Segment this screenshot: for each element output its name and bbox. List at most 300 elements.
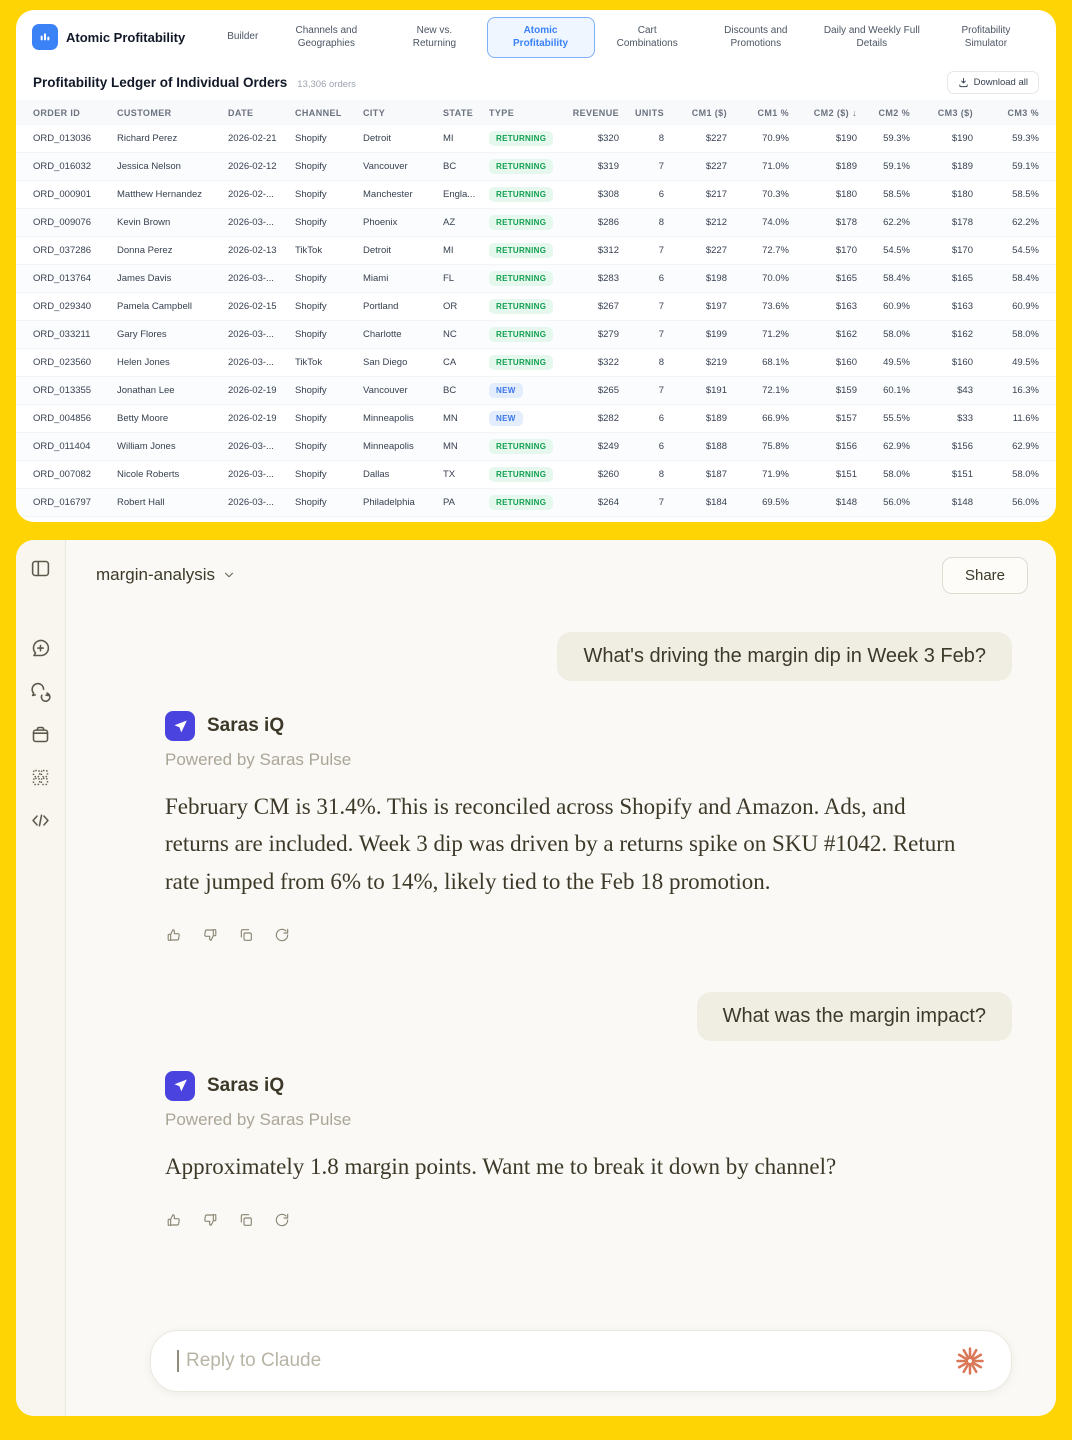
table-cell: Shopify [295, 301, 327, 312]
table-cell: 58.0% [1012, 329, 1039, 340]
nav-item-3[interactable]: Atomic Profitability [487, 17, 595, 58]
type-badge: RETURNING [489, 439, 553, 454]
text-cursor [177, 1350, 179, 1372]
table-cell: Matthew Hernandez [117, 189, 203, 200]
column-header[interactable]: CHANNEL [295, 107, 342, 118]
table-cell: 62.2% [883, 217, 910, 228]
table-cell: 2026-02-12 [228, 161, 277, 172]
assistant-header [165, 711, 1012, 741]
table-cell: 2026-03-... [228, 273, 274, 284]
table-cell: 2026-03-... [228, 217, 274, 228]
table-cell: $319 [597, 161, 619, 172]
table-row[interactable] [16, 209, 1056, 237]
table-row[interactable] [16, 349, 1056, 377]
powered-by-label: Powered by Saras Pulse [165, 750, 352, 769]
table-cell: 62.2% [1012, 217, 1039, 228]
table-cell: Engla... [443, 189, 476, 200]
table-cell: $180 [835, 189, 857, 200]
table-cell: Phoenix [363, 217, 398, 228]
nav-items [219, 17, 1040, 58]
table-cell: $227 [705, 245, 727, 256]
table-cell: $249 [597, 441, 619, 452]
table-cell: Jonathan Lee [117, 385, 175, 396]
table-cell [489, 327, 569, 342]
table-cell [489, 187, 569, 202]
table-cell: 72.1% [762, 385, 789, 396]
table-cell: $180 [951, 189, 973, 200]
table-cell: TX [443, 469, 456, 480]
table-cell: $191 [705, 385, 727, 396]
table-cell: Vancouver [363, 161, 408, 172]
table-cell: ORD_013355 [33, 385, 92, 396]
table-cell: ORD_011404 [33, 441, 91, 452]
table-cell: 58.0% [883, 469, 910, 480]
nav-item-1[interactable]: Channels and Geographies [270, 18, 382, 57]
table-cell: $178 [835, 217, 857, 228]
thumbs-down-icon[interactable] [201, 926, 219, 944]
table-cell: ORD_009076 [33, 217, 92, 228]
table-cell: 8 [658, 469, 664, 480]
table-cell: $165 [835, 273, 857, 284]
table-cell: Minneapolis [363, 441, 414, 452]
table-cell: 16.3% [1012, 385, 1039, 396]
column-header[interactable]: CITY [363, 107, 386, 118]
table-cell: Shopify [295, 497, 327, 508]
table-cell: MI [443, 245, 454, 256]
nav-item-2[interactable]: New vs. Returning [386, 18, 482, 57]
table-cell: 6 [658, 413, 664, 424]
table-cell: Charlotte [363, 329, 402, 340]
table-cell: $148 [951, 497, 973, 508]
column-header[interactable]: CUSTOMER [117, 107, 172, 118]
table-cell: 70.9% [762, 133, 789, 144]
table-cell [489, 243, 569, 258]
table-cell: Portland [363, 301, 399, 312]
table-cell: William Jones [117, 441, 176, 452]
table-cell: $219 [705, 357, 727, 368]
table-cell: 2026-02-21 [228, 133, 277, 144]
table-cell: 59.1% [1012, 161, 1039, 172]
table-cell: $160 [951, 357, 973, 368]
table-cell: 72.7% [762, 245, 789, 256]
table-cell: BC [443, 161, 457, 172]
column-header[interactable]: STATE [443, 107, 474, 118]
table-cell: 56.0% [883, 497, 910, 508]
table-cell: ORD_023560 [33, 357, 92, 368]
table-cell: 59.3% [1012, 133, 1039, 144]
table-cell: $178 [951, 217, 973, 228]
ledger-header [16, 64, 1056, 100]
table-cell: 2026-02-... [228, 189, 274, 200]
table-cell: $227 [705, 161, 727, 172]
table-cell [489, 411, 569, 426]
user-message-bubble: What's driving the margin dip in Week 3 Feb? [557, 632, 1012, 681]
table-cell: CA [443, 357, 457, 368]
table-cell: 11.6% [1012, 413, 1039, 424]
type-badge: RETURNING [489, 187, 553, 202]
column-header[interactable]: DATE [228, 107, 254, 118]
table-cell: 6 [658, 189, 664, 200]
table-cell [489, 383, 569, 398]
message-actions [165, 1211, 1012, 1229]
table-row[interactable] [16, 153, 1056, 181]
table-cell: $217 [705, 189, 727, 200]
table-cell: Shopify [295, 133, 327, 144]
table-cell: AZ [443, 217, 456, 228]
new-chat-icon[interactable] [29, 636, 53, 660]
table-cell: $151 [951, 469, 973, 480]
retry-icon[interactable] [273, 1211, 291, 1229]
table-cell [489, 215, 569, 230]
table-cell: $283 [597, 273, 619, 284]
table-cell: 2026-03-... [228, 469, 274, 480]
message-actions [165, 926, 1012, 944]
table-cell: 71.9% [762, 469, 789, 480]
table-cell: Detroit [363, 245, 391, 256]
table-cell [489, 131, 569, 146]
table-row[interactable] [16, 489, 1056, 517]
table-cell: 2026-03-... [228, 497, 274, 508]
table-cell: OR [443, 301, 458, 312]
brand [32, 24, 185, 50]
table-cell: 75.8% [762, 441, 789, 452]
user-message-bubble: What was the margin impact? [697, 992, 1012, 1041]
table-cell: 62.9% [1012, 441, 1039, 452]
table-cell: $156 [835, 441, 857, 452]
column-header[interactable]: CM1 % [757, 107, 789, 118]
table-cell: ORD_016797 [33, 497, 92, 508]
chats-icon[interactable] [29, 679, 53, 703]
table-cell: 2026-03-... [228, 329, 274, 340]
table-cell: $198 [705, 273, 727, 284]
table-cell: ORD_004856 [33, 413, 92, 424]
table-cell: 74.0% [762, 217, 789, 228]
table-cell: BC [443, 385, 457, 396]
copy-icon[interactable] [237, 926, 255, 944]
table-cell: MI [443, 133, 454, 144]
chat-sidebar-rail [16, 540, 66, 1416]
table-cell: 58.4% [883, 273, 910, 284]
nav-item-6[interactable]: Daily and Weekly Full Details [816, 18, 928, 57]
type-badge: RETURNING [489, 327, 553, 342]
table-cell: Richard Perez [117, 133, 178, 144]
table-cell: Dallas [363, 469, 390, 480]
table-cell: $148 [835, 497, 857, 508]
type-badge: NEW [489, 383, 523, 398]
assistant-message [150, 711, 1012, 944]
download-icon [958, 77, 969, 88]
table-cell: 73.6% [762, 301, 789, 312]
table-row[interactable] [16, 125, 1056, 153]
table-cell: PA [443, 497, 455, 508]
table-cell: TikTok [295, 357, 323, 368]
table-cell: Philadelphia [363, 497, 415, 508]
table-cell: $163 [951, 301, 973, 312]
share-button[interactable]: Share [942, 557, 1028, 594]
table-cell: $308 [597, 189, 619, 200]
thumbs-down-icon[interactable] [201, 1211, 219, 1229]
table-cell [489, 271, 569, 286]
table-body [16, 125, 1056, 517]
table-row[interactable] [16, 181, 1056, 209]
table-cell: 58.4% [1012, 273, 1039, 284]
table-cell: 6 [658, 441, 664, 452]
reply-area [150, 1330, 1012, 1392]
column-header[interactable]: REVENUE [572, 107, 619, 118]
table-cell: Shopify [295, 329, 327, 340]
table-cell: $199 [705, 329, 727, 340]
assistant-name: Saras iQ [207, 715, 285, 736]
table-cell: 2026-03-... [228, 357, 274, 368]
table-cell: 68.1% [762, 357, 789, 368]
column-header[interactable]: CM2 ($) ↓ [813, 107, 857, 118]
table-cell: 2026-02-19 [228, 385, 277, 396]
table-cell: 2026-02-13 [228, 245, 277, 256]
download-all-label: Download all [973, 76, 1028, 88]
table-row[interactable] [16, 237, 1056, 265]
column-header[interactable]: CM3 % [1007, 107, 1039, 118]
assistant-header [165, 1071, 1012, 1101]
retry-icon[interactable] [273, 926, 291, 944]
conversation-title[interactable] [96, 565, 236, 585]
copy-icon[interactable] [237, 1211, 255, 1229]
thumbs-up-icon[interactable] [165, 1211, 183, 1229]
app-title: Atomic Profitability [66, 29, 186, 45]
type-badge: RETURNING [489, 215, 553, 230]
table-cell: 7 [658, 301, 664, 312]
saras-iq-avatar-icon [165, 711, 195, 741]
chat-messages [150, 610, 1012, 1229]
table-cell: $264 [597, 497, 619, 508]
table-cell: $188 [705, 441, 727, 452]
table-cell: Shopify [295, 189, 327, 200]
table-cell: $190 [835, 133, 857, 144]
column-header[interactable]: CM1 ($) [691, 107, 727, 118]
table-cell: Donna Perez [117, 245, 173, 256]
table-cell: Pamela Campbell [117, 301, 192, 312]
sort-desc-icon: ↓ [852, 107, 857, 118]
table-cell: 55.5% [883, 413, 910, 424]
table-cell: 7 [658, 329, 664, 340]
table-cell: 60.1% [883, 385, 910, 396]
table-cell: $265 [597, 385, 619, 396]
table-cell: $187 [705, 469, 727, 480]
table-cell: 59.1% [883, 161, 910, 172]
column-header[interactable]: CM3 ($) [937, 107, 973, 118]
table-cell [489, 439, 569, 454]
table-cell: TikTok [295, 245, 323, 256]
table-cell: Shopify [295, 441, 327, 452]
table-cell: Shopify [295, 413, 327, 424]
type-badge: RETURNING [489, 243, 553, 258]
table-cell: $184 [705, 497, 727, 508]
thumbs-up-icon[interactable] [165, 926, 183, 944]
table-cell: $286 [597, 217, 619, 228]
table-cell: 58.0% [883, 329, 910, 340]
chat-main [66, 540, 1056, 1416]
table-cell: Shopify [295, 161, 327, 172]
table-cell: 69.5% [762, 497, 789, 508]
table-cell: 62.9% [883, 441, 910, 452]
table-cell [489, 467, 569, 482]
table-cell: Kevin Brown [117, 217, 171, 228]
table-cell: ORD_007082 [33, 469, 92, 480]
saras-iq-avatar-icon [165, 1071, 195, 1101]
table-cell: $160 [835, 357, 857, 368]
table-cell: $170 [951, 245, 973, 256]
table-cell: 58.5% [1012, 189, 1039, 200]
table-cell: $320 [597, 133, 619, 144]
column-header[interactable]: TYPE [489, 107, 515, 118]
table-cell: 70.0% [762, 273, 789, 284]
rail-icon-group [29, 636, 53, 832]
table-cell: ORD_000901 [33, 189, 92, 200]
table-cell: 66.9% [762, 413, 789, 424]
table-row[interactable] [16, 433, 1056, 461]
table-cell: ORD_037286 [33, 245, 92, 256]
column-header[interactable]: UNITS [635, 107, 664, 118]
table-cell: 70.3% [762, 189, 789, 200]
table-cell: 7 [658, 245, 664, 256]
table-cell: Robert Hall [117, 497, 165, 508]
table-cell [489, 495, 569, 510]
table-cell: $282 [597, 413, 619, 424]
user-message [150, 992, 1012, 1041]
table-cell: Helen Jones [117, 357, 170, 368]
table-cell: 71.2% [762, 329, 789, 340]
table-cell: ORD_016032 [33, 161, 92, 172]
assistant-message [150, 1071, 1012, 1229]
table-cell: FL [443, 273, 455, 284]
assistant-name: Saras iQ [207, 1074, 285, 1096]
table-cell [489, 355, 569, 370]
table-cell: $279 [597, 329, 619, 340]
table-cell: $227 [705, 133, 727, 144]
table-cell: James Davis [117, 273, 172, 284]
table-cell: MN [443, 441, 458, 452]
type-badge: RETURNING [489, 299, 553, 314]
table-cell: 71.0% [762, 161, 789, 172]
table-cell [489, 159, 569, 174]
table-cell: MN [443, 413, 458, 424]
column-header[interactable]: CM2 % [878, 107, 910, 118]
assistant-message-text: February CM is 31.4%. This is reconciled across Shopify and Amazon. Ads, and returns are included. Week 3 dip was driven by a returns spike on SKU #1042. Return rate jumped from 6% to 14%, likely tied to the Feb 18 promotion. [165, 794, 956, 894]
table-cell: 60.9% [1012, 301, 1039, 312]
download-all-button[interactable] [947, 71, 1039, 94]
table-cell: ORD_033211 [33, 329, 91, 340]
nav-item-5[interactable]: Discounts and Promotions [700, 18, 812, 57]
table-cell [489, 299, 569, 314]
table-cell: 56.0% [1012, 497, 1039, 508]
table-cell: $162 [835, 329, 857, 340]
table-cell: $165 [951, 273, 973, 284]
table-cell: Minneapolis [363, 413, 414, 424]
dashboard-panel [16, 10, 1056, 522]
table-cell: 54.5% [883, 245, 910, 256]
orders-table [16, 100, 1056, 517]
table-cell: 54.5% [1012, 245, 1039, 256]
table-header-row [16, 100, 1056, 125]
table-row[interactable] [16, 377, 1056, 405]
table-cell: $157 [835, 413, 857, 424]
column-header[interactable]: ORDER ID [33, 107, 81, 118]
table-row[interactable] [16, 321, 1056, 349]
type-badge: RETURNING [489, 131, 553, 146]
top-nav [16, 10, 1056, 64]
table-cell: 8 [658, 357, 664, 368]
table-row[interactable] [16, 405, 1056, 433]
type-badge: RETURNING [489, 355, 553, 370]
claude-starburst-icon [955, 1346, 985, 1376]
table-row[interactable] [16, 293, 1056, 321]
table-cell: 58.5% [883, 189, 910, 200]
assistant-message-text: Approximately 1.8 margin points. Want me to break it down by channel? [165, 1153, 837, 1179]
table-cell: ORD_013764 [33, 273, 92, 284]
table-cell: 49.5% [883, 357, 910, 368]
type-badge: RETURNING [489, 271, 553, 286]
ledger-title: Profitability Ledger of Individual Orders [33, 74, 288, 90]
chat-header [66, 540, 1056, 610]
table-cell: $162 [951, 329, 973, 340]
table-cell: 6 [658, 273, 664, 284]
projects-icon[interactable] [29, 722, 53, 746]
table-cell: 8 [658, 133, 664, 144]
table-row[interactable] [16, 265, 1056, 293]
type-badge: RETURNING [489, 467, 553, 482]
table-cell: $190 [951, 133, 973, 144]
table-cell: 8 [658, 217, 664, 228]
table-cell: NC [443, 329, 457, 340]
bar-chart-logo-icon [32, 24, 58, 50]
table-cell: Manchester [363, 189, 413, 200]
table-cell: 7 [658, 385, 664, 396]
table-cell: $260 [597, 469, 619, 480]
table-cell: 49.5% [1012, 357, 1039, 368]
nav-item-7[interactable]: Profitability Simulator [932, 18, 1040, 57]
table-cell: $43 [957, 385, 973, 396]
table-cell: $197 [705, 301, 727, 312]
sidebar-toggle-icon[interactable] [29, 556, 53, 580]
table-cell: 59.3% [883, 133, 910, 144]
nav-item-4[interactable]: Cart Combinations [599, 18, 696, 57]
table-cell: Shopify [295, 273, 327, 284]
table-cell: Shopify [295, 385, 327, 396]
powered-by-label: Powered by Saras Pulse [165, 1109, 352, 1129]
table-cell: ORD_013036 [33, 133, 92, 144]
table-cell: Nicole Roberts [117, 469, 180, 480]
table-cell: ORD_029340 [33, 301, 92, 312]
table-cell: 2026-03-... [228, 441, 274, 452]
table-cell: Shopify [295, 469, 327, 480]
table-cell: $159 [835, 385, 857, 396]
table-cell: 7 [658, 161, 664, 172]
table-row[interactable] [16, 461, 1056, 489]
table-cell: $189 [951, 161, 973, 172]
table-cell: $312 [597, 245, 619, 256]
conversation-title-label: margin-analysis [96, 565, 216, 584]
type-badge: RETURNING [489, 159, 553, 174]
table-cell: $163 [835, 301, 857, 312]
code-icon[interactable] [29, 808, 53, 832]
table-cell: 58.0% [1012, 469, 1039, 480]
artifacts-grid-icon[interactable] [29, 765, 53, 789]
reply-input[interactable] [150, 1330, 1012, 1392]
nav-item-0[interactable]: Builder [219, 24, 266, 50]
table-cell: $189 [835, 161, 857, 172]
table-cell: $156 [951, 441, 973, 452]
type-badge: NEW [489, 411, 523, 426]
table-cell: 7 [658, 497, 664, 508]
